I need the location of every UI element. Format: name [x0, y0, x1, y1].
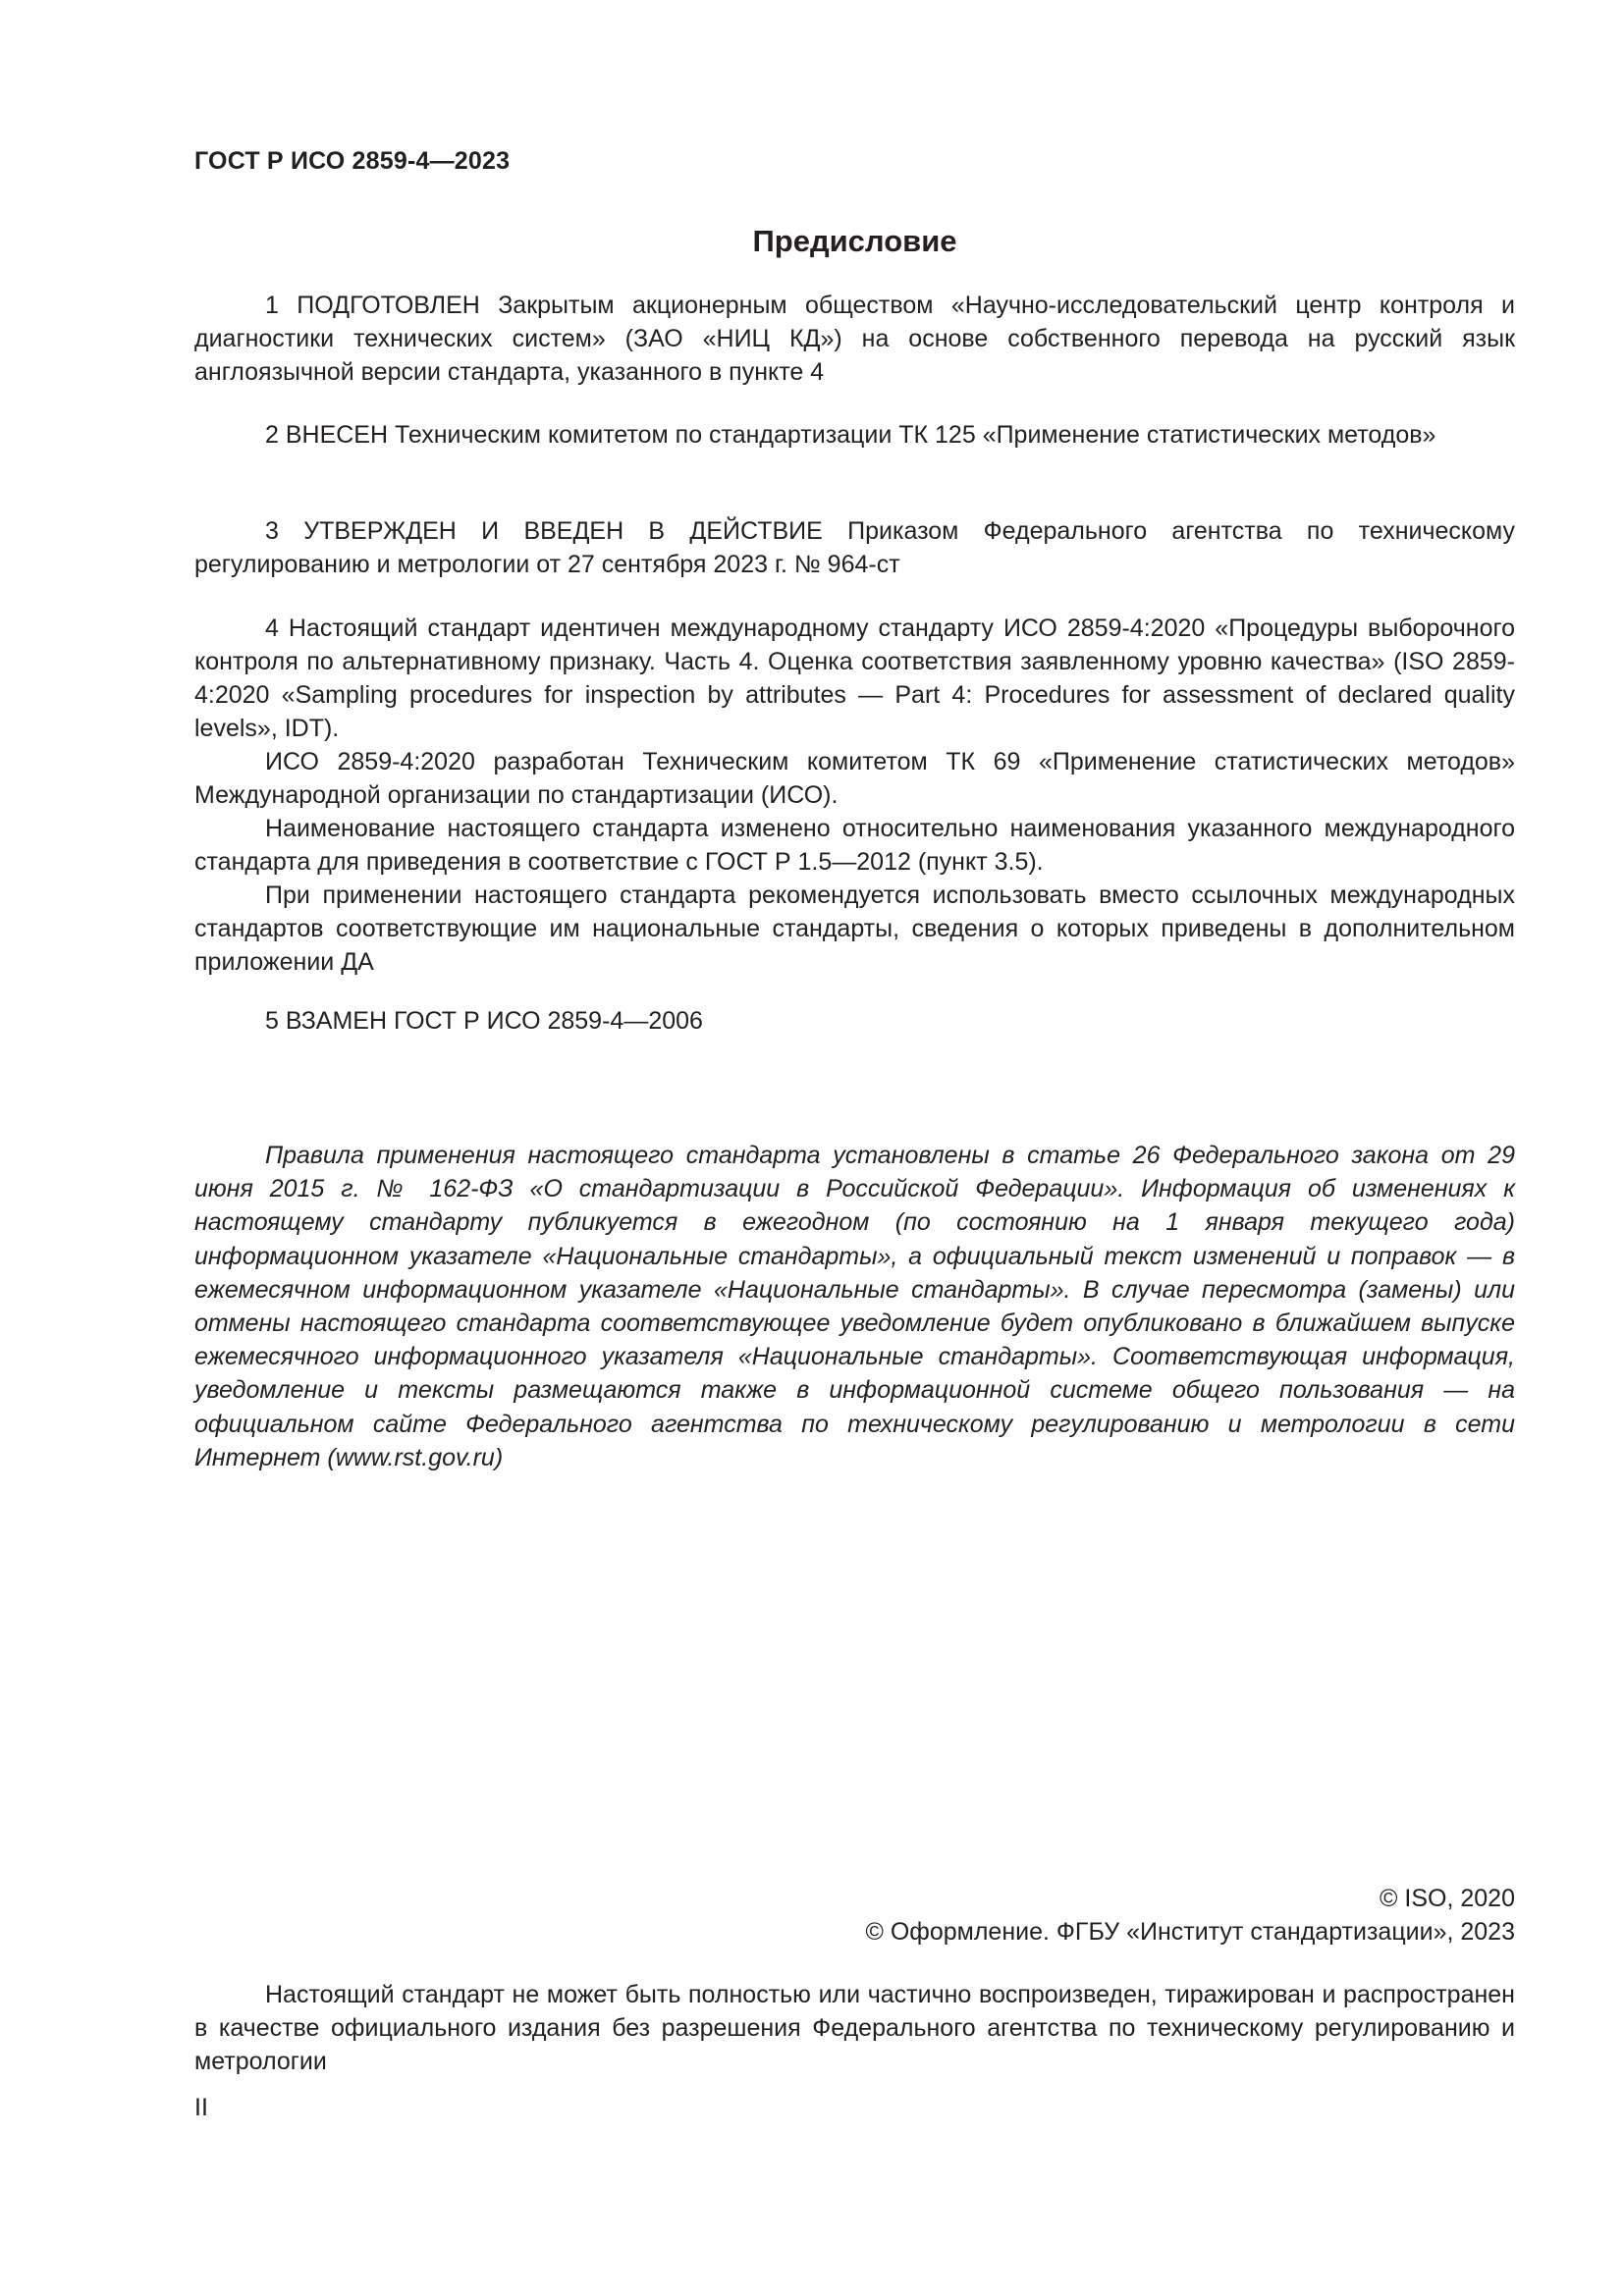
preface-section-1: [194, 289, 1515, 389]
document-code-header: ГОСТ Р ИСО 2859-4—2023: [194, 147, 511, 175]
preface-item-1: 1 ПОДГОТОВЛЕН Закрытым акционерным обществом «Научно-исследовательский центр контроля и диагностики технических систем» (ЗАО «НИЦ КД») на основе собственного перевода на русский язык англоязычной версии стандарта, указанного в пункте 4: [194, 292, 1515, 386]
standard-application-notice: Правила применения настоящего стандарта установлены в статье 26 Федерального закона от 29 июня 2015 г. № 162-ФЗ «О стандартизации в Российской Федерации». Информация об изменениях к настоящему стандарту публикуется в ежегодном (по состоянию на 1 января текущего года) информационном указателе «Национальные стандарты», а официальный текст изменений и поправок — в ежемесячном информационном указателе «Национальные стандарты». В случае пересмотра (замены) или отмены настоящего стандарта соответствующее уведомление будет опубликовано в ближайшем выпуске ежемесячного информационного указателя «Национальные стандарты». Соответствующая информация, уведомление и тексты размещаются также в информационной системе общего пользования — на официальном сайте Федерального агентства по техническому регулированию и метрологии в сети Интернет (www.rst.gov.ru): [194, 1142, 1515, 1471]
preface-section-5: [194, 1004, 1515, 1038]
preface-item-4: 4 Настоящий стандарт идентичен международному стандарту ИСО 2859-4:2020 «Процедуры выборочного контроля по альтернативному признаку. Часть 4. Оценка соответствия заявленному уровню качества» (ISO 2859-4:2020 «Sampling procedures for inspection by attributes — Part 4: Procedures for assessment of declared quality levels», IDT).: [194, 614, 1515, 742]
reproduction-restriction: Настоящий стандарт не может быть полностью или частично воспроизведен, тиражирован и распространен в качестве официального издания без разрешения Федерального агентства по техническому регулированию и метрологии: [194, 1981, 1515, 2075]
copyright-block: [194, 1882, 1515, 1949]
iso-copyright: © ISO, 2020: [1380, 1885, 1515, 1912]
design-copyright: © Оформление. ФГБУ «Институт стандартизации», 2023: [865, 1918, 1515, 1946]
preface-item-4-paragraph-2: ИСО 2859-4:2020 разработан Техническим комитетом ТК 69 «Применение статистических методов» Международной организации по стандартизации (ИСО).: [194, 748, 1515, 809]
page-title: Предисловие: [752, 224, 957, 258]
preface-item-3: 3 УТВЕРЖДЕН И ВВЕДЕН В ДЕЙСТВИЕ Приказом Федерального агентства по техническому регулированию и метрологии от 27 сентября 2023 г. № 964-ст: [194, 517, 1515, 578]
preface-item-4-paragraph-4: При применении настоящего стандарта рекомендуется использовать вместо ссылочных международных стандартов соответствующие им национальные стандарты, сведения о которых приведены в дополнительном приложении ДА: [194, 881, 1515, 976]
page-number: II: [194, 2094, 208, 2121]
preface-item-2: 2 ВНЕСЕН Техническим комитетом по стандартизации ТК 125 «Применение статистических методов»: [265, 421, 1436, 449]
preface-item-4-paragraph-3: Наименование настоящего стандарта изменено относительно наименования указанного международного стандарта для приведения в соответствие с ГОСТ Р 1.5—2012 (пункт 3.5).: [194, 815, 1515, 876]
preface-section-2: [194, 418, 1515, 452]
preface-section-3: [194, 514, 1515, 581]
preface-item-5: 5 ВЗАМЕН ГОСТ Р ИСО 2859-4—2006: [265, 1007, 703, 1035]
preface-section-4: [194, 612, 1515, 979]
